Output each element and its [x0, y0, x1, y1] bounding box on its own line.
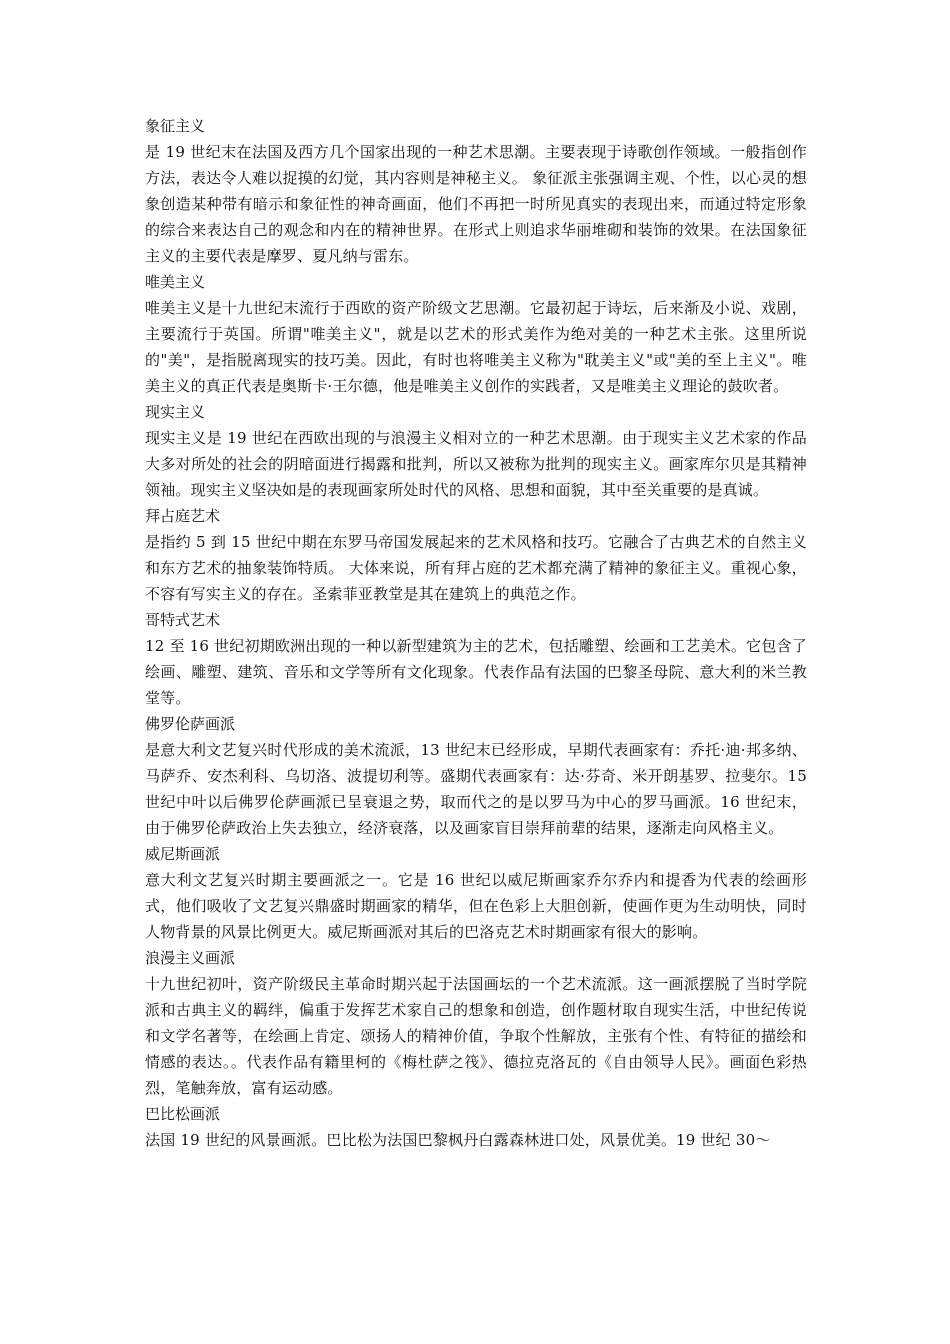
- section-body: 是指约 5 到 15 世纪中期在东罗马帝国发展起来的艺术风格和技巧。它融合了古典艺术的自然主义和东方艺术的抽象装饰特质。 大体来说，所有拜占庭的艺术都充满了精神的象征主义。重视心象，不容有写实主义的存在。圣索菲亚教堂是其在建筑上的典范之作。: [145, 533, 807, 603]
- section-aestheticism: [145, 269, 807, 399]
- section-gothic-art: [145, 607, 807, 711]
- section-title: 唯美主义: [145, 273, 206, 291]
- section-title: 巴比松画派: [145, 1105, 221, 1123]
- section-body: 法国 19 世纪的风景画派。巴比松为法国巴黎枫丹白露森林进口处，风景优美。19 世纪 30～: [145, 1131, 771, 1149]
- section-byzantine-art: [145, 503, 807, 607]
- section-venetian-school: [145, 841, 807, 945]
- section-title: 浪漫主义画派: [145, 949, 236, 967]
- section-body: 意大利文艺复兴时期主要画派之一。它是 16 世纪以威尼斯画家乔尔乔内和提香为代表的绘画形式，他们吸收了文艺复兴鼎盛时期画家的精华，但在色彩上大胆创新，使画作更为生动明快，同时人物背景的风景比例更大。威尼斯画派对其后的巴洛克艺术时期画家有很大的影响。: [145, 871, 807, 941]
- section-body: 唯美主义是十九世纪末流行于西欧的资产阶级文艺思潮。它最初起于诗坛，后来渐及小说、戏剧，主要流行于英国。所谓"唯美主义"，就是以艺术的形式美作为绝对美的一种艺术主张。这里所说的"美"，是指脱离现实的技巧美。因此，有时也将唯美主义称为"耽美主义"或"美的至上主义"。唯美主义的真正代表是奥斯卡·王尔德，他是唯美主义创作的实践者，又是唯美主义理论的鼓吹者。: [145, 299, 807, 395]
- document-page: [145, 113, 807, 1153]
- section-body: 是 19 世纪末在法国及西方几个国家出现的一种艺术思潮。主要表现于诗歌创作领域。一般指创作方法，表达令人难以捉摸的幻觉，其内容则是神秘主义。 象征派主张强调主观、个性，以心灵的想象创造某种带有暗示和象征性的神奇画面，他们不再把一时所见真实的表现出来，而通过特定形象的综合来表达自己的观念和内在的精神世界。在形式上则追求华丽堆砌和装饰的效果。在法国象征主义的主要代表是摩罗、夏凡纳与雷东。: [145, 143, 807, 265]
- section-romantic-school: [145, 945, 807, 1101]
- section-body: 十九世纪初叶，资产阶级民主革命时期兴起于法国画坛的一个艺术流派。这一画派摆脱了当时学院派和古典主义的羁绊，偏重于发挥艺术家自己的想象和创造，创作题材取自现实生活，中世纪传说和文学名著等，在绘画上肯定、颂扬人的精神价值，争取个性解放，主张有个性、有特征的描绘和情感的表达。。代表作品有籍里柯的《梅杜萨之筏》、德拉克洛瓦的《自由领导人民》。画面色彩热烈，笔触奔放，富有运动感。: [145, 975, 807, 1097]
- section-body: 是意大利文艺复兴时代形成的美术流派，13 世纪末已经形成，早期代表画家有：乔托·迪·邦多纳、马萨乔、安杰利科、乌切洛、波提切利等。盛期代表画家有：达·芬奇、米开朗基罗、拉斐尔。15 世纪中叶以后佛罗伦萨画派已呈衰退之势，取而代之的是以罗马为中心的罗马画派。16 世纪末，由于佛罗伦萨政治上失去独立，经济衰落，以及画家盲目崇拜前辈的结果，逐渐走向风格主义。: [145, 741, 807, 837]
- section-title: 象征主义: [145, 117, 206, 135]
- section-title: 现实主义: [145, 403, 206, 421]
- section-title: 威尼斯画派: [145, 845, 221, 863]
- section-florentine-school: [145, 711, 807, 841]
- section-barbizon-school: [145, 1101, 807, 1153]
- section-body: 12 至 16 世纪初期欧洲出现的一种以新型建筑为主的艺术，包括雕塑、绘画和工艺美术。它包含了绘画、雕塑、建筑、音乐和文学等所有文化现象。代表作品有法国的巴黎圣母院、意大利的米兰教堂等。: [145, 637, 807, 707]
- section-title: 拜占庭艺术: [145, 507, 221, 525]
- section-title: 哥特式艺术: [145, 611, 221, 629]
- section-body: 现实主义是 19 世纪在西欧出现的与浪漫主义相对立的一种艺术思潮。由于现实主义艺术家的作品大多对所处的社会的阴暗面进行揭露和批判，所以又被称为批判的现实主义。画家库尔贝是其精神领袖。现实主义坚决如是的表现画家所处时代的风格、思想和面貌，其中至关重要的是真诚。: [145, 429, 807, 499]
- section-symbolism: [145, 113, 807, 269]
- section-realism: [145, 399, 807, 503]
- section-title: 佛罗伦萨画派: [145, 715, 236, 733]
